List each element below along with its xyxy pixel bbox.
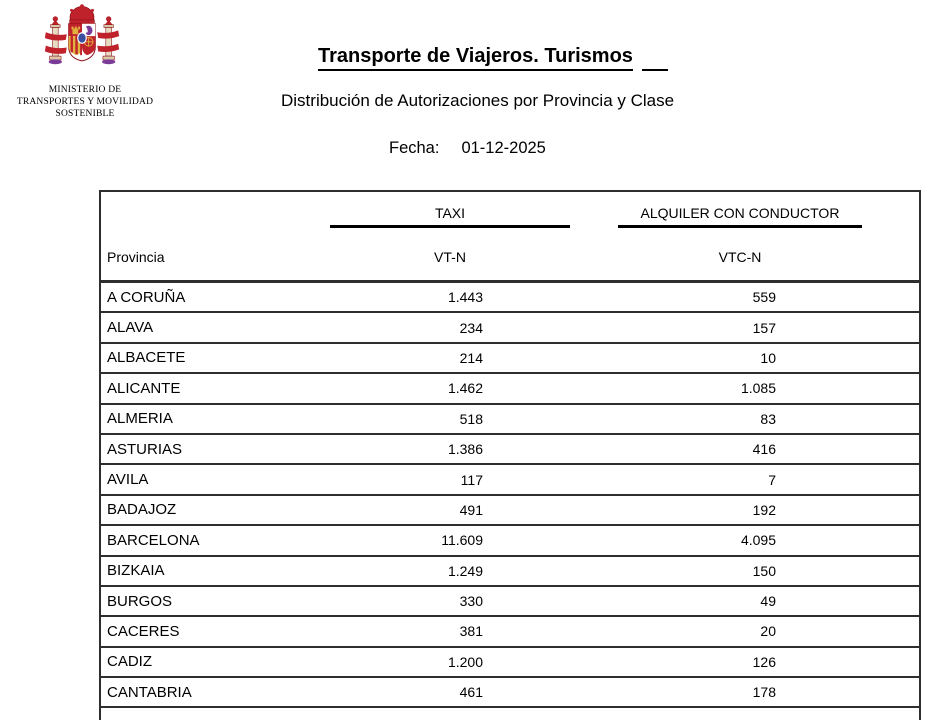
- vt-n-cell: 117: [460, 471, 483, 488]
- province-cell: BARCELONA: [107, 531, 200, 549]
- coat-of-arms-icon: [42, 2, 122, 74]
- authorizations-table: [99, 190, 921, 720]
- vtc-n-cell: 20: [760, 623, 776, 640]
- vtc-n-cell: 192: [752, 501, 776, 518]
- table-body: [101, 283, 919, 708]
- group-header-alquiler-label: ALQUILER CON CONDUCTOR: [640, 205, 840, 221]
- province-cell: CADIZ: [107, 653, 152, 671]
- province-cell: BURGOS: [107, 592, 173, 610]
- vtc-n-cell: 83: [760, 410, 776, 427]
- vtc-n-cell: 4.095: [740, 532, 776, 549]
- table-row: [101, 648, 919, 678]
- vt-n-cell: 461: [459, 684, 483, 701]
- vtc-n-cell: 49: [760, 593, 776, 610]
- table-row: [101, 496, 919, 526]
- document-date: [389, 139, 546, 158]
- column-header-vtc-n: VTC-N: [718, 249, 762, 265]
- table-group-header-row: [101, 192, 919, 231]
- province-cell: BIZKAIA: [107, 562, 165, 580]
- column-header-vt-n: VT-N: [434, 249, 466, 265]
- vtc-n-cell: 178: [752, 684, 776, 701]
- vtc-n-cell: 10: [760, 349, 776, 366]
- province-cell: ALAVA: [107, 319, 154, 337]
- province-cell: ALICANTE: [107, 379, 181, 397]
- table-row: [101, 557, 919, 587]
- table-row: [101, 678, 919, 708]
- table-row: [101, 344, 919, 374]
- vt-n-cell: 11.609: [441, 532, 483, 549]
- vt-n-cell: 491: [459, 501, 483, 518]
- table-row: [101, 617, 919, 647]
- spain-coat-of-arms-logo: [42, 2, 122, 74]
- ministry-name-line-2: TRANSPORTES Y MOVILIDAD: [16, 97, 154, 107]
- table-column-header-row: [101, 231, 919, 283]
- ministry-name: [0, 84, 170, 120]
- province-cell: BADAJOZ: [107, 501, 177, 519]
- table-row: [101, 526, 919, 556]
- title-underline-tail: [642, 69, 668, 71]
- vtc-n-cell: 1.085: [740, 380, 776, 397]
- province-cell: CACERES: [107, 622, 180, 640]
- table-row: [101, 435, 919, 465]
- vt-n-cell: 1.249: [447, 562, 483, 579]
- table-row: [101, 374, 919, 404]
- vt-n-cell: 381: [459, 623, 483, 640]
- document-subtitle: Distribución de Autorizaciones por Provincia y Clase: [281, 91, 675, 110]
- table-row: [101, 283, 919, 313]
- vt-n-cell: 234: [459, 319, 483, 336]
- vt-n-cell: 1.386: [447, 441, 483, 458]
- group-header-taxi-label: TAXI: [434, 205, 466, 221]
- table-row: [101, 465, 919, 495]
- vtc-n-cell: 559: [752, 289, 776, 306]
- group-header-taxi: [330, 205, 570, 228]
- vt-n-cell: 1.200: [447, 653, 483, 670]
- province-cell: CANTABRIA: [107, 683, 192, 701]
- province-cell: ASTURIAS: [107, 440, 183, 458]
- ministry-name-line-3: SOSTENIBLE: [55, 109, 115, 119]
- vt-n-cell: 330: [459, 593, 483, 610]
- vt-n-cell: 1.462: [447, 380, 483, 397]
- ministry-name-line-1: MINISTERIO DE: [48, 85, 122, 95]
- column-header-provincia: Provincia: [107, 249, 165, 265]
- province-cell: ALBACETE: [107, 349, 186, 367]
- vtc-n-cell: 150: [752, 562, 776, 579]
- document-title-text: Transporte de Viajeros. Turismos: [318, 45, 633, 67]
- table-row: [101, 313, 919, 343]
- date-value: 01-12-2025: [461, 139, 546, 157]
- vt-n-cell: 214: [459, 349, 483, 366]
- vt-n-cell: 1.443: [447, 289, 483, 306]
- province-cell: ALMERIA: [107, 410, 173, 428]
- date-label: Fecha:: [389, 139, 440, 157]
- province-cell: A CORUÑA: [107, 288, 186, 306]
- document-title: [318, 45, 633, 71]
- group-header-alquiler-con-conductor: [618, 205, 862, 228]
- vtc-n-cell: 416: [752, 441, 776, 458]
- table-row: [101, 587, 919, 617]
- table-row: [101, 405, 919, 435]
- vtc-n-cell: 126: [752, 653, 776, 670]
- vt-n-cell: 518: [459, 410, 483, 427]
- province-cell: AVILA: [107, 471, 149, 489]
- vtc-n-cell: 157: [752, 319, 776, 336]
- vtc-n-cell: 7: [768, 471, 776, 488]
